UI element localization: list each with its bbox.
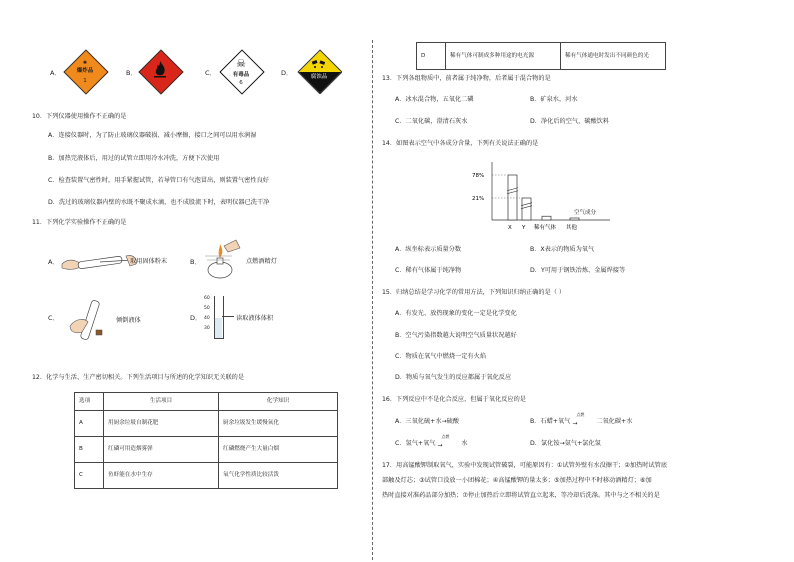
q16-option-d: D．氯化铵→氨气+氯化氢 xyxy=(530,440,601,447)
q9-option-c-letter: C． xyxy=(205,69,217,77)
q11-option-c-letter: C． xyxy=(48,314,60,322)
graduated-cylinder-illustration xyxy=(204,296,234,338)
q12-table xyxy=(74,392,338,489)
q12-row-b-chem: 红磷燃烧产生大量白烟 xyxy=(219,437,338,463)
cylinder-tick-40: 40 xyxy=(204,316,210,321)
arrow-icon: → xyxy=(437,442,443,449)
q12-row-d-option: D xyxy=(417,43,446,70)
toxic-num: 6 xyxy=(239,80,243,86)
q13-option-a: A．冰水混合物，五氧化二磷 xyxy=(395,96,474,103)
q12-row-c-chem: 氧气化学性质比较活泼 xyxy=(219,463,338,489)
q16-option-c xyxy=(395,434,468,449)
air-composition-chart xyxy=(470,158,620,236)
table-row xyxy=(75,411,338,437)
q11-option-d-caption: 读取液体体积 xyxy=(236,315,274,322)
chart-bar-1 xyxy=(522,198,531,220)
q10-option-d: D．洗过的玻璃仪器内壁的水既不聚成水滴，也不成股流下时，表明仪器已洗干净 xyxy=(48,199,270,206)
ytick-21: 21% xyxy=(472,196,485,202)
q17-line-2: 部触及灯芯；③试管口没放一小团棉花；④高锰酸钾的量太多；⑤加热过程中不时移动酒精灯；⑥加 xyxy=(382,477,652,484)
cylinder-tick-50: 50 xyxy=(204,306,210,311)
q12-table-continued xyxy=(416,42,666,70)
arrow-icon: → xyxy=(572,420,578,427)
q12-row-a-life: 用厨余垃圾自制花肥 xyxy=(104,411,219,437)
explosive-label: 爆炸品 xyxy=(76,68,94,74)
reaction-arrow xyxy=(437,434,459,449)
table-row xyxy=(75,463,338,489)
q12-row-a-option: A xyxy=(75,411,104,437)
chart-bars xyxy=(507,175,579,220)
q15-option-c: C．物质在氧气中燃烧一定有火焰 xyxy=(395,353,486,360)
chart-bar-2 xyxy=(542,216,551,220)
table-row xyxy=(417,43,666,70)
chart-bar-3 xyxy=(570,218,579,220)
q11-stem: 11．下列化学实验操作不正确的是 xyxy=(32,219,127,226)
ytick-78: 78% xyxy=(472,173,485,179)
q14-option-d: D．Y可用于钢铁冶炼、金属焊接等 xyxy=(530,267,626,274)
q12-stem: 12．化学与生活、生产密切相关。下列生活项目与所述的化学知识无关联的是 xyxy=(32,374,245,381)
q14-stem: 14．如图表示空气中各成分含量，下列有关说法正确的是 xyxy=(382,140,539,147)
q12-row-b-option: B xyxy=(75,437,104,463)
q12-row-c-life: 鱼虾能在水中生存 xyxy=(104,463,219,489)
q9-option-d-letter: D． xyxy=(281,69,293,77)
explosive-sign-icon[interactable]: ✺ 爆炸品 1 xyxy=(62,48,108,94)
q12-header-option: 选项 xyxy=(75,393,104,411)
q11-option-a-letter: A． xyxy=(48,258,59,266)
q16-stem: 16．下列反应中不是化合反应，但属于氧化反应的是 xyxy=(382,396,526,403)
q11-option-b-caption: 点燃酒精灯 xyxy=(246,258,277,265)
q16-option-c-right: 水 xyxy=(461,440,468,447)
toxic-label: 有毒品 xyxy=(232,72,250,78)
q13-option-d: D．净化后的空气，碳酸饮料 xyxy=(530,118,610,125)
q10-stem: 10．下列仪器使用操作不正确的是 xyxy=(32,113,127,120)
column-divider xyxy=(372,40,373,560)
q14-option-c: C．稀有气体属于纯净物 xyxy=(395,267,462,274)
chart-bar-0 xyxy=(508,175,517,220)
explosive-num: 1 xyxy=(83,78,87,84)
table-row xyxy=(75,437,338,463)
q12-row-d-chem: 稀有气体通电时发出不同颜色的光 xyxy=(561,43,666,70)
q17-line-3: 热时直接对准药品部分加热；⑦停止加热后立即将试管直立起来，等冷却后洗涤。其中与之不相关的是 xyxy=(382,492,660,499)
q15-option-a: A．有发光、放热现象的变化一定是化学变化 xyxy=(395,310,517,317)
x-axis-label: 空气成分 xyxy=(574,210,597,216)
q11-option-a-caption: 取用固体粉末 xyxy=(130,258,168,265)
reaction-arrow xyxy=(572,412,594,427)
corrosive-label: 腐蚀品 xyxy=(310,74,328,80)
q11-option-b-letter: B． xyxy=(190,258,201,266)
q15-stem: 15．归纳总结是学习化学的常用方法，下列知识归纳正确的是（ ） xyxy=(382,289,566,296)
q16-option-c-left: C．氢气+氧气 xyxy=(395,440,436,447)
flame-icon xyxy=(151,60,169,80)
q11-option-c-caption: 倾倒液体 xyxy=(116,317,141,324)
q12-header-chem: 化学知识 xyxy=(219,393,338,411)
q13-option-c: C．二氧化碳，澄清石灰水 xyxy=(395,118,468,125)
q14-option-b: B．X表示的物质为氧气 xyxy=(530,246,595,253)
q13-option-b: B．矿泉水，河水 xyxy=(530,96,578,103)
category-x: X xyxy=(508,225,512,231)
flammable-sign-icon[interactable] xyxy=(137,48,183,94)
q16-option-b-right: 二氧化碳+水 xyxy=(596,418,633,425)
q16-option-b xyxy=(530,412,633,427)
reaction-condition: 点燃 xyxy=(441,434,450,439)
cylinder-tick-30: 30 xyxy=(204,326,210,331)
q12-row-b-life: 红磷可用造烟雾弹 xyxy=(104,437,219,463)
q13-stem: 13．下列各组物质中，前者属于纯净物，后者属于混合物的是 xyxy=(382,75,551,82)
q16-option-b-left: B．石蜡+氧气 xyxy=(530,418,571,425)
q15-option-b: B．空气污染指数越大说明空气质量状况越好 xyxy=(395,332,517,339)
cylinder-tick-60: 60 xyxy=(204,296,210,301)
category-other: 其他 xyxy=(566,225,578,231)
category-rare-gas: 稀有气体 xyxy=(534,225,557,231)
q11-option-d-letter: D． xyxy=(190,314,202,322)
q17-line-1: 17．用高锰酸钾制取氧气，实验中发现试管破裂，可能原因有：①试管外壁有水没擦干；②加热时试管底 xyxy=(382,462,668,469)
q15-option-d: D．物质与氧气发生的反应都属于氧化反应 xyxy=(395,374,512,381)
q9-option-b-letter: B． xyxy=(126,69,137,77)
toxic-sign-icon[interactable] xyxy=(218,48,264,94)
test-tube-drip-icon xyxy=(310,60,328,70)
powder-spatula-illustration xyxy=(60,250,140,272)
q9-option-a-letter: A． xyxy=(50,69,61,77)
q12-row-a-chem: 厨余垃圾发生缓慢氧化 xyxy=(219,411,338,437)
q10-option-c: C．检查装置气密性时，用手紧握试管，若导管口有气泡冒出，则装置气密性良好 xyxy=(48,177,269,184)
q14-option-a: A．纵坐标表示质量分数 xyxy=(395,246,462,253)
q10-option-b: B．加热完液体后，用过的试管立即用冷水冲洗，方便下次使用 xyxy=(48,155,220,162)
alcohol-lamp-lighting-illustration xyxy=(200,238,244,280)
pouring-liquid-illustration xyxy=(62,296,114,344)
reaction-condition: 点燃 xyxy=(576,412,585,417)
q10-option-a: A．连接仪器时，为了防止玻璃仪器破损、减小摩擦，接口之间可以用水润湿 xyxy=(48,132,257,139)
category-y: Y xyxy=(522,225,526,231)
q12-row-d-life: 稀有气体可制成多种用途的电光源 xyxy=(446,43,561,70)
q16-option-a: A．三氧化硫+水→硫酸 xyxy=(395,418,460,425)
corrosive-sign-icon[interactable] xyxy=(296,48,342,94)
q12-header-life: 生活项目 xyxy=(104,393,219,411)
q12-row-c-option: C xyxy=(75,463,104,489)
q12-table-header xyxy=(75,393,338,411)
skull-icon: ☠ xyxy=(236,57,246,70)
